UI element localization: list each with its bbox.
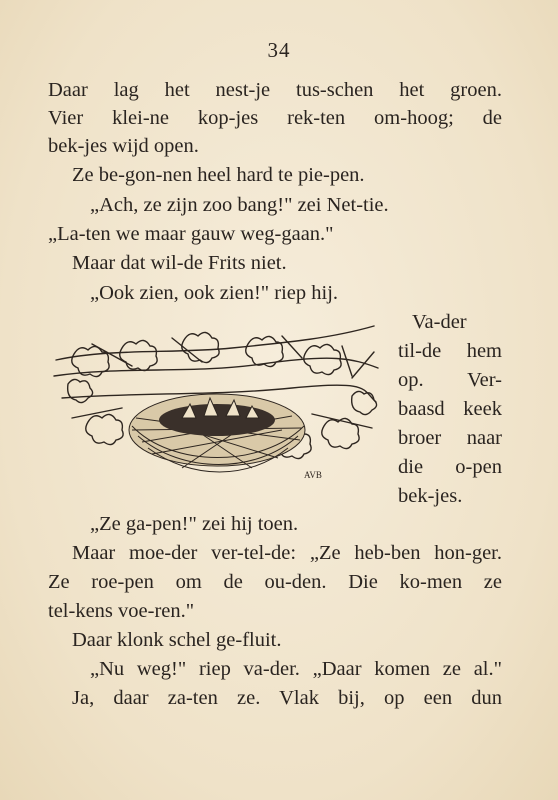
text-line: Ze be-gon-nen heel hard te pie-pen. xyxy=(72,164,365,186)
bird-nest-engraving xyxy=(52,318,382,496)
page-number: 34 xyxy=(267,38,291,62)
text-line: „La-ten we maar gauw weg-gaan." xyxy=(48,223,334,245)
text-line: tel-kens voe-ren." xyxy=(48,600,195,622)
text-line: „Ook zien, ook zien!" riep hij. xyxy=(90,282,339,304)
side-text-line: baasd keek xyxy=(398,398,502,420)
text-line: Daar lag het nest-je tus-schen het groen. xyxy=(48,79,502,101)
text-line: „Ach, ze zijn zoo bang!" zei Net-tie. xyxy=(90,194,389,216)
side-text-line: die o-pen xyxy=(398,456,502,478)
side-text-line: Va-der xyxy=(412,311,467,333)
text-line: Maar moe-der ver-tel-de: „Ze heb-ben hon-ger. xyxy=(72,542,502,564)
side-text-line: bek-jes. xyxy=(398,485,463,507)
side-text-line: til-de hem xyxy=(398,340,502,362)
text-line: Maar dat wil-de Frits niet. xyxy=(72,252,287,274)
text-line: Vier klei-ne kop-jes rek-ten om-hoog; de xyxy=(48,107,502,129)
text-line: bek-jes wijd open. xyxy=(48,135,199,157)
text-line: „Ze ga-pen!" zei hij toen. xyxy=(90,513,299,535)
text-line: Ze roe-pen om de ou-den. Die ko-men ze xyxy=(48,571,502,593)
svg-text:AVB: AVB xyxy=(304,470,322,480)
side-text-line: op. Ver- xyxy=(398,369,502,391)
text-line: Ja, daar za-ten ze. Vlak bij, op een dun xyxy=(72,687,502,709)
text-line: Daar klonk schel ge-fluit. xyxy=(72,629,282,651)
text-line: „Nu weg!" riep va-der. „Daar komen ze al." xyxy=(90,658,502,680)
side-text-line: broer naar xyxy=(398,427,502,449)
